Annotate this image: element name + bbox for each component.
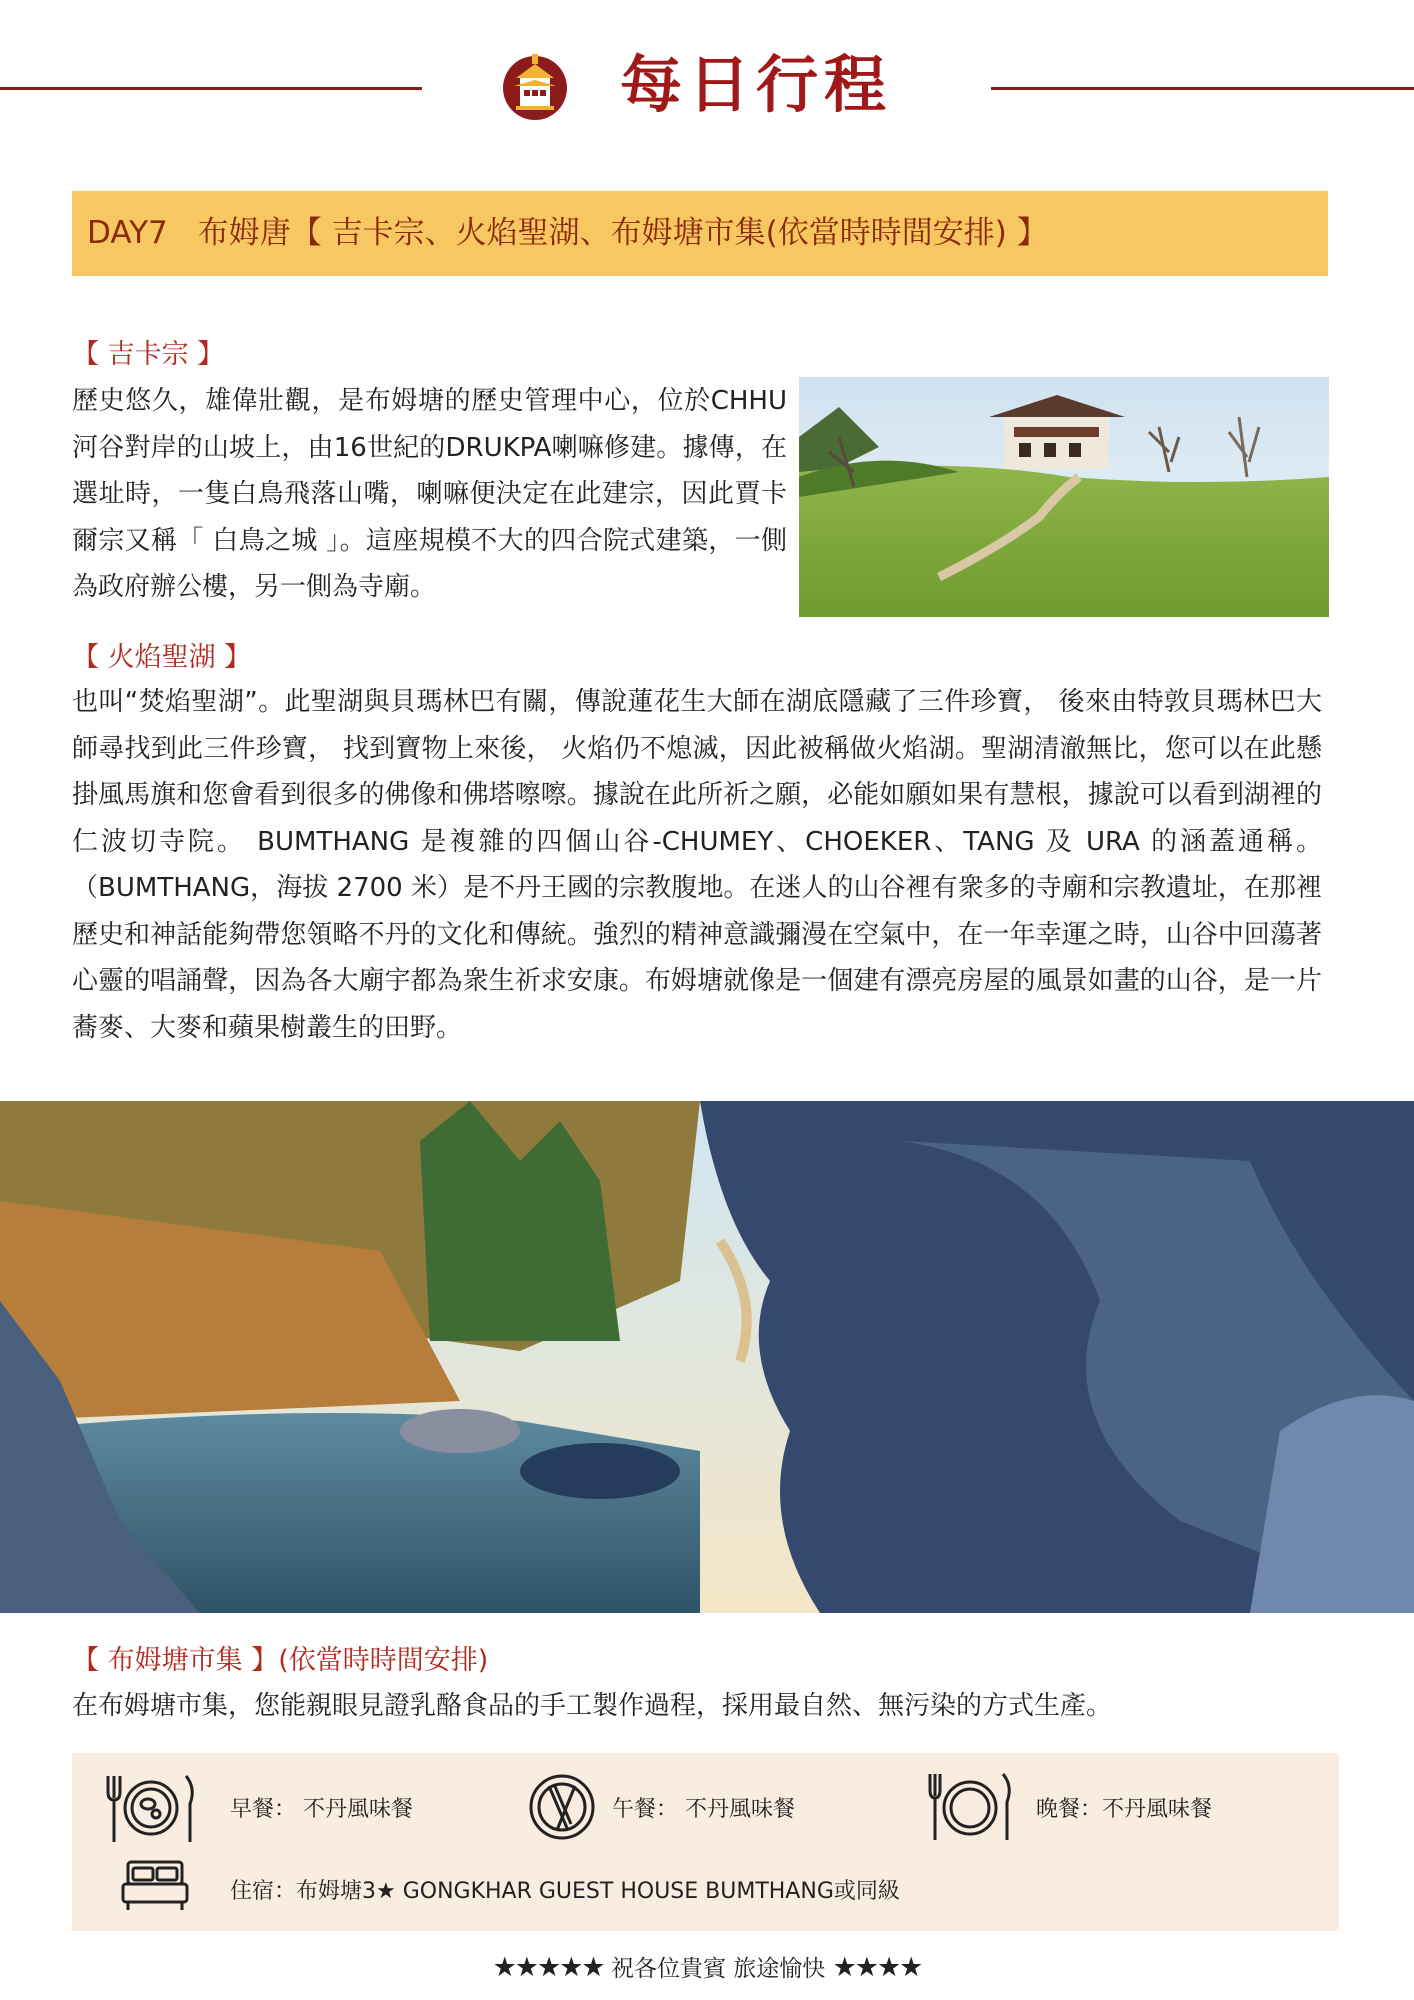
- footer-text: 祝各位貴賓 旅途愉快: [610, 1956, 826, 1982]
- footer-greeting: [0, 1950, 1414, 1983]
- bed-icon: [120, 1858, 190, 1914]
- dinner-text: 晚餐：不丹風味餐: [1036, 1797, 1213, 1822]
- header-rule-left: [0, 87, 422, 90]
- section-title-burning-lake: 【 火焰聖湖 】: [72, 642, 252, 673]
- footer-stars-left: ★★★★★: [492, 1952, 604, 1983]
- temple-icon: [502, 48, 568, 124]
- day-title: 布姆唐【 吉卡宗、火焰聖湖、布姆塘市集(依當時時間安排) 】: [197, 215, 1048, 251]
- section-title-market: 【 布姆塘市集 】(依當時時間安排): [72, 1645, 489, 1676]
- lodging-text: 住宿：布姆塘3★ GONGKHAR GUEST HOUSE BUMTHANG或同級: [230, 1879, 900, 1904]
- section-paragraph-market: 在布姆塘市集，您能親眼見證乳酪食品的手工製作過程，採用最自然、無污染的方式生產。: [72, 1691, 1113, 1721]
- burning-lake-gorge-photo: [0, 1101, 1414, 1613]
- day-label: DAY7: [87, 215, 168, 251]
- lunch-plate-icon: [527, 1768, 597, 1846]
- dinner-plate-icon: [927, 1768, 1013, 1846]
- header-rule-right: [991, 87, 1414, 90]
- section-paragraph-burning-lake: 也叫“焚焰聖湖”。此聖湖與貝瑪林巴有關，傳說蓮花生大師在湖底隱藏了三件珍寶， 後來由特敦貝瑪林巴大師尋找到此三件珍寶， 找到寶物上來後， 火焰仍不熄滅，因此被稱做火焰湖。聖湖清澈無比，您可以在此懸掛風馬旗和您會看到很多的佛像和佛塔嚓嚓。據說在此所祈之願，必能如願如果有慧根，據說可以看到湖裡的仁波切寺院。 BUMTHANG 是複雜的四個山谷-CHUMEY、CHOEKER、TANG 及 URA 的涵蓋通稱。（BUMTHANG，海拔 2700 米）是不丹王國的宗教腹地。在迷人的山谷裡有衆多的寺廟和宗教遺址，在那裡歷史和神話能夠帶您領略不丹的文化和傳統。強烈的精神意識彌漫在空氣中，在一年幸運之時，山谷中回蕩著心靈的唱誦聲，因為各大廟宇都為衆生祈求安康。布姆塘就像是一個建有漂亮房屋的風景如畫的山谷，是一片蕎麥、大麥和蘋果樹叢生的田野。: [72, 687, 1322, 1043]
- footer-stars-right: ★★★★: [832, 1952, 922, 1983]
- day-banner: [72, 191, 1328, 276]
- breakfast-text: 早餐： 不丹風味餐: [230, 1797, 413, 1822]
- jakar-dzong-photo: [799, 377, 1329, 617]
- breakfast-plate-icon: [104, 1768, 198, 1846]
- meals-lodging-box: [72, 1753, 1339, 1931]
- section-title-jakar-dzong: 【 吉卡宗 】: [72, 339, 225, 370]
- section-paragraph-jakar-dzong: 歷史悠久，雄偉壯觀，是布姆塘的歷史管理中心，位於CHHU河谷對岸的山坡上，由16世紀的DRUKPA喇嘛修建。據傳，在選址時，一隻白鳥飛落山嘴，喇嘛便決定在此建宗，因此賈卡爾宗又稱「 白鳥之城 」。這座規模不大的四合院式建築，一側為政府辦公樓，另一側為寺廟。: [72, 386, 787, 602]
- page-title: 每日行程: [620, 48, 893, 121]
- lunch-text: 午餐： 不丹風味餐: [612, 1797, 795, 1822]
